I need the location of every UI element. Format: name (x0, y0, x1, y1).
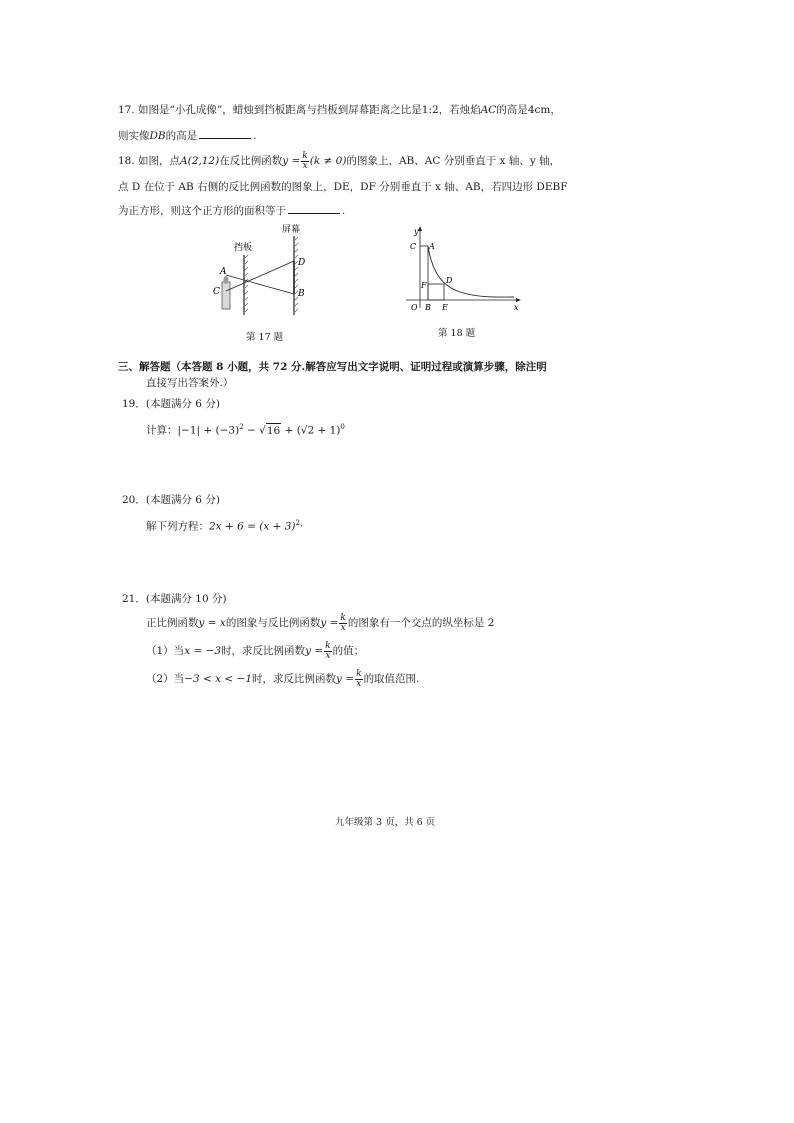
q19-expr-b: − √ (243, 424, 266, 437)
q21-func-lhs: y = (320, 617, 339, 629)
q21-frac-num: k (340, 612, 346, 623)
q18-answer-blank[interactable] (288, 203, 340, 214)
q21-eq1: y = x (198, 617, 226, 629)
q21-p2-fraction (355, 670, 362, 689)
fig17-pt-c: C (213, 287, 220, 297)
q21-p2-frac-num: k (356, 668, 362, 679)
fig18-x-arrow (516, 298, 521, 302)
q17-ac: AC (480, 104, 497, 116)
fig17-label-screen: 屏幕 (282, 225, 301, 235)
q21-text-c: 的图象有一个交点的纵坐标是 2 (347, 617, 495, 629)
fig17-caption: 第 17 题 (246, 332, 284, 343)
q17-line1 (118, 103, 561, 117)
q17-text-a: 17. 如图是“小孔成像”，蜡烛到挡板距离与挡板到屏幕距离之比是 (118, 104, 422, 116)
q17-text-d: ， (550, 104, 561, 116)
q21-frac-den: x (340, 622, 346, 633)
q21-part2 (146, 668, 419, 690)
fig18-curve (428, 246, 514, 297)
fig17-pt-b: B (298, 289, 305, 299)
q18-frac-den: x (302, 160, 308, 171)
q21-p1-cond: x = −3 (184, 645, 222, 657)
q21-p1-frac-num: k (325, 640, 331, 651)
q21-text-b: 的图象与反比例函数 (225, 617, 321, 629)
fig18-square-debf (428, 284, 444, 300)
q18-text-b: 在反比例函数 (219, 155, 283, 167)
q17-line2 (118, 128, 256, 143)
q18-text-d: 为正方形，则这个正方形的面积等于 (118, 205, 286, 217)
q21-line1 (146, 612, 494, 634)
fig18-pt-e: E (442, 303, 448, 312)
section3-line2: 直接写出答案外.） (146, 377, 234, 389)
q21-p1-c: 的值； (332, 645, 365, 657)
q20-header: 20．(本题满分 6 分) (122, 494, 220, 506)
fig18-pt-a: A (429, 242, 435, 251)
fig17-pt-d: D (298, 258, 306, 268)
q21-p1-b: 时，求反比例函数 (221, 645, 306, 657)
q19-radicand: 16 (266, 424, 281, 437)
q18-line2: 点 D 在位于 AB 右侧的反比例函数的图象上，DE，DF 分别垂直于 x 轴、AB，若四边形 DEBF (118, 181, 568, 193)
q21-header: 21．(本题满分 10 分) (122, 593, 227, 605)
q20-end: · (299, 520, 304, 533)
q19-expr-c: + (√2 + 1) (281, 424, 341, 437)
q20-expr: 2x + 6 = (x + 3) (209, 520, 296, 533)
q18-text-c: 的图象上，AB、AC 分别垂直于 x 轴、y 轴， (346, 155, 561, 167)
q21-p1-frac-den: x (325, 650, 331, 661)
q17-height: 4cm (527, 104, 551, 116)
fig17-ray-a (226, 275, 294, 294)
q21-p1-fraction (324, 642, 331, 661)
q17-text-c: 的高是 (496, 104, 528, 116)
q18-point: A(2,12) (180, 155, 220, 167)
q21-p1-a: （1）当 (146, 645, 185, 657)
q21-p1-func-lhs: y = (305, 645, 324, 657)
q18-fraction (301, 152, 308, 171)
q17-end: . (253, 130, 257, 142)
fig17-ray-c (226, 261, 294, 291)
fig18-label-x: x (514, 303, 519, 312)
q21-p2-a: （2）当 (146, 673, 185, 685)
q21-part1 (146, 640, 364, 662)
q21-p2-frac-den: x (356, 678, 362, 689)
q20-prefix: 解下列方程： (146, 520, 209, 533)
fig17-pt-a: A (220, 267, 227, 277)
fig18-label-y: y (414, 227, 419, 236)
q21-text-a: 正比例函数 (146, 617, 199, 629)
q21-p2-func-lhs: y = (336, 673, 355, 685)
q18-cond: (k ≠ 0) (309, 155, 347, 167)
q20-equation (146, 516, 303, 534)
fig18-pt-c: C (410, 242, 417, 251)
fig18-y-arrow (418, 226, 422, 231)
q19-expression (146, 420, 345, 438)
q21-p2-b: 时，求反比例函数 (252, 673, 337, 685)
q17-answer-blank[interactable] (199, 128, 251, 139)
q17-text-e: 则实像 (118, 130, 150, 142)
q18-line1 (118, 150, 560, 172)
q19-header: 19．(本题满分 6 分) (122, 398, 220, 410)
q21-p2-cond: −3 < x < −1 (184, 673, 253, 685)
q17-text-f: 的高是 (165, 130, 198, 142)
fig17-screen-hatch (295, 237, 298, 312)
fig17-candle (222, 282, 230, 309)
figure-17 (208, 222, 326, 322)
q18-end: . (342, 205, 346, 217)
fig17-flame (224, 276, 229, 284)
q19-exp0: 0 (340, 423, 345, 431)
fig18-pt-f: F (421, 281, 427, 290)
q19-exp2: 2 (239, 423, 244, 431)
fig17-label-baffle: 挡板 (234, 243, 253, 253)
page-footer: 九年级第 3 页，共 6 页 (335, 817, 436, 828)
section3-line1: 三、解答题（本答题 8 小题，共 72 分.解答应写出文字说明、证明过程或演算步骤，除注明 (118, 361, 547, 373)
q19-expr-a: |−1| + (−3) (177, 424, 240, 437)
q19-prefix: 计算： (146, 424, 178, 437)
figure-18 (400, 224, 526, 316)
q21-fraction (339, 614, 346, 633)
q18-text-a: 18. 如图，点 (118, 155, 181, 167)
q18-line3 (118, 203, 345, 218)
fig18-pt-o: O (411, 303, 418, 312)
q18-frac-num: k (302, 150, 308, 161)
q17-db: DB (149, 130, 166, 142)
fig18-pt-b: B (425, 303, 431, 312)
q17-text-b: ，若烛焰 (438, 104, 481, 116)
q18-func-lhs: y = (282, 155, 301, 167)
q17-ratio: 1:2 (421, 104, 439, 116)
q20-exp2: 2 (295, 519, 300, 527)
q21-p2-c: 的取值范围. (363, 673, 420, 685)
fig17-baffle-hatch (245, 255, 248, 312)
fig18-caption: 第 18 题 (438, 328, 476, 339)
fig18-pt-d: D (446, 276, 453, 285)
